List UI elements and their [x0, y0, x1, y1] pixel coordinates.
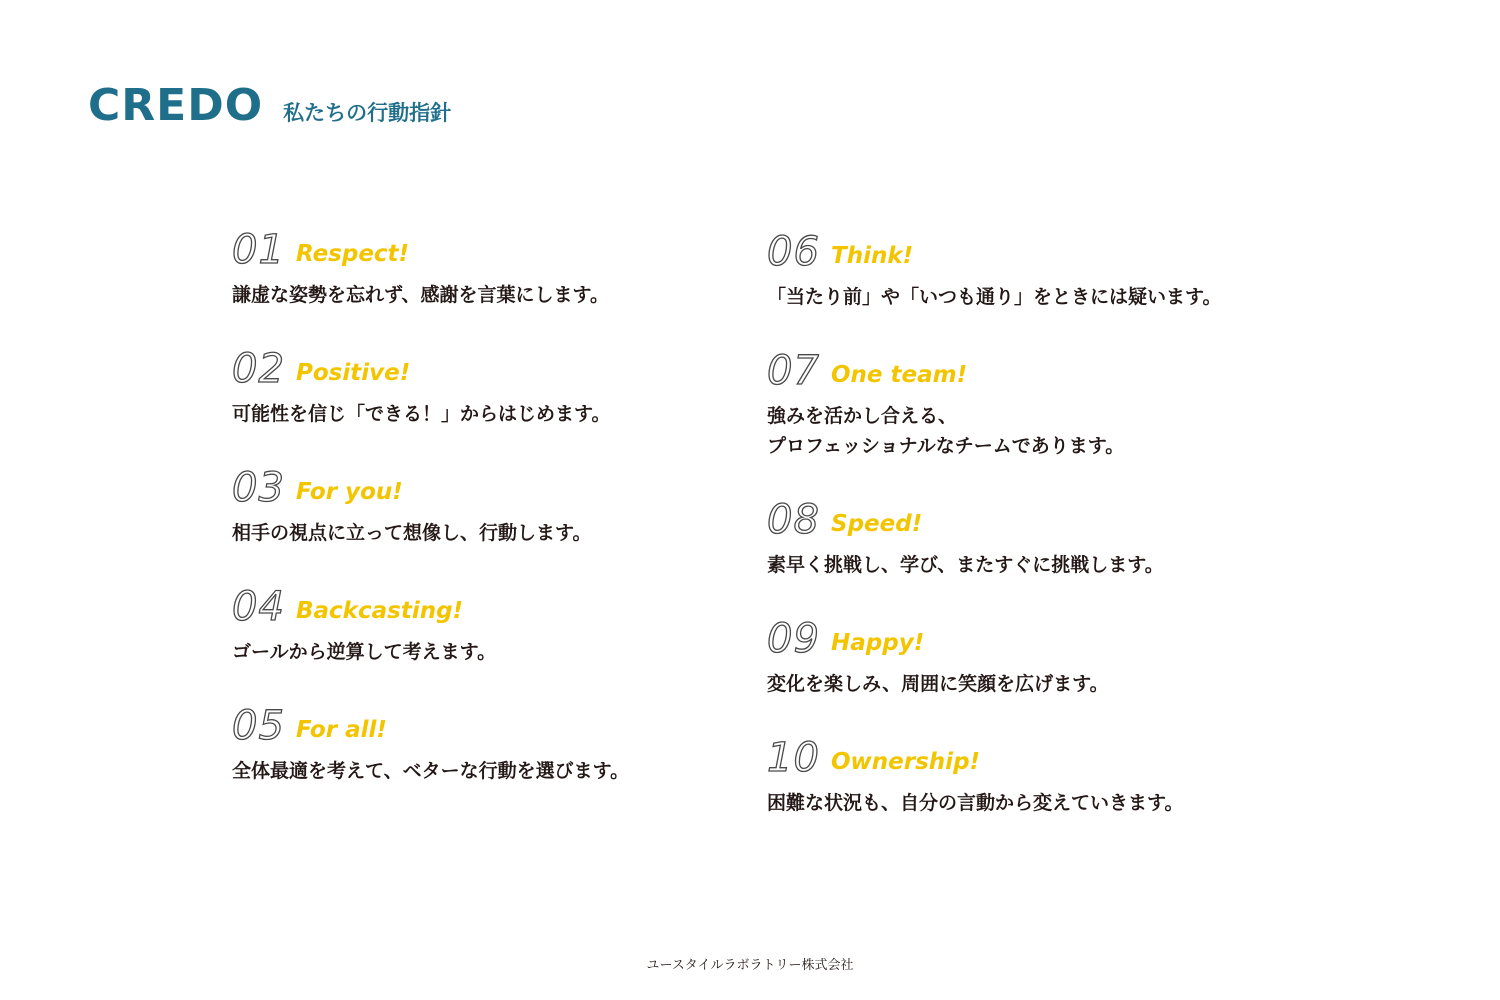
credo-number: 02 — [232, 346, 285, 392]
credo-item — [767, 734, 1287, 818]
credo-item — [232, 226, 752, 310]
credo-description: 可能性を信じ「できる！」からはじめます。 — [232, 403, 611, 425]
page-header — [88, 80, 451, 131]
credo-item — [232, 702, 752, 786]
credo-description: 相手の視点に立って想像し、行動します。 — [232, 522, 592, 544]
credo-name: Positive! — [296, 360, 411, 386]
credo-number: 07 — [767, 348, 820, 394]
credo-number: 08 — [767, 497, 820, 543]
credo-number: 10 — [767, 735, 820, 781]
credo-number: 03 — [232, 465, 285, 511]
credo-number: 04 — [232, 584, 285, 630]
credo-description: 全体最適を考えて、ベターな行動を選びます。 — [232, 760, 630, 782]
credo-number: 01 — [232, 227, 285, 273]
credo-item — [767, 615, 1287, 699]
credo-name: Speed! — [831, 511, 923, 537]
credo-name: One team! — [831, 362, 968, 388]
credo-description: 素早く挑戦し、学び、またすぐに挑戦します。 — [767, 554, 1164, 576]
credo-column-left — [232, 226, 752, 821]
credo-item — [232, 345, 752, 429]
credo-description: 強みを活かし合える、 プロフェッショナルなチームであります。 — [767, 405, 1125, 457]
page-title: CREDO — [88, 80, 264, 131]
credo-item — [767, 347, 1287, 461]
credo-description: ゴールから逆算して考えます。 — [232, 641, 497, 663]
credo-item — [767, 496, 1287, 580]
page-subtitle: 私たちの行動指針 — [283, 101, 452, 125]
company-name: ユースタイルラボラトリー株式会社 — [646, 958, 854, 973]
credo-name: Think! — [831, 243, 914, 269]
credo-name: For all! — [296, 717, 387, 743]
credo-number: 06 — [767, 229, 820, 275]
credo-column-right — [767, 228, 1287, 853]
credo-description: 「当たり前」や「いつも通り」をときには疑います。 — [767, 286, 1222, 308]
credo-number: 05 — [232, 703, 285, 749]
credo-number: 09 — [767, 616, 820, 662]
credo-item — [232, 583, 752, 667]
credo-description: 困難な状況も、自分の言動から変えていきます。 — [767, 792, 1184, 814]
credo-name: Backcasting! — [296, 598, 464, 624]
credo-item — [767, 228, 1287, 312]
credo-name: For you! — [296, 479, 403, 505]
credo-name: Ownership! — [831, 749, 981, 775]
credo-item — [232, 464, 752, 548]
credo-description: 変化を楽しみ、周囲に笑顔を広げます。 — [767, 673, 1109, 695]
credo-name: Respect! — [296, 241, 410, 267]
credo-description: 謙虚な姿勢を忘れず、感謝を言葉にします。 — [232, 284, 609, 306]
credo-name: Happy! — [831, 630, 925, 656]
